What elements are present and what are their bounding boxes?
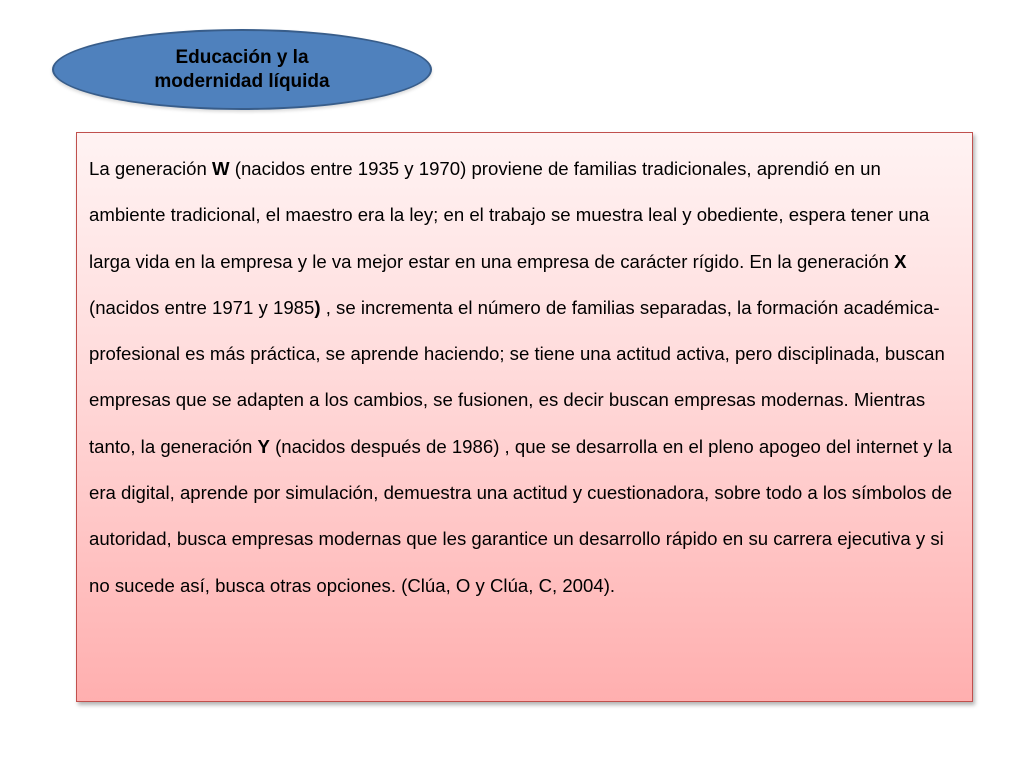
generation-y-label: Y bbox=[257, 435, 270, 457]
content-box bbox=[76, 132, 973, 702]
text-segment-5: (nacidos después de 1986) , que se desarrolla en el pleno apogeo del internet y la era digital, aprende por simulación, demuestra una actitud y cuestionadora, sobre todo a los símbolos de autoridad, busca empresas modernas que les garantice un desarrollo rápido en su carrera ejecutiva y si no sucede así, busca otras opciones. (Clúa, O y Clúa, C, 2004). bbox=[89, 435, 953, 596]
body-paragraph bbox=[89, 146, 962, 609]
generation-x-label: X bbox=[894, 250, 907, 272]
title-oval bbox=[52, 29, 432, 110]
slide-title bbox=[154, 46, 329, 94]
generation-w-label: W bbox=[212, 158, 230, 179]
text-segment-4: , se incrementa el número de familias separadas, la formación académica-profesional es más práctica, se aprende haciendo; se tiene una actitud activa, pero disciplinada, buscan empresas que se adapten a los cambios, se fusionen, es decir buscan empresas modernas. Mientras tanto, la generación bbox=[89, 296, 945, 457]
slide-title-line-1: Educación y la bbox=[175, 46, 309, 68]
text-segment-1: La generación bbox=[89, 158, 213, 179]
slide-title-line-2: modernidad líquida bbox=[154, 70, 330, 92]
text-segment-3: (nacidos entre 1971 y 1985 bbox=[89, 296, 315, 318]
bold-close-paren: ) bbox=[314, 296, 321, 318]
text-segment-2: (nacidos entre 1935 y 1970) proviene de familias tradicionales, aprendió en un ambiente tradicional, el maestro era la ley; en el trabajo se muestra leal y obediente, espera tener una larga vida en la empresa y le va mejor estar en una empresa de carácter rígido. En la generación bbox=[89, 158, 930, 272]
